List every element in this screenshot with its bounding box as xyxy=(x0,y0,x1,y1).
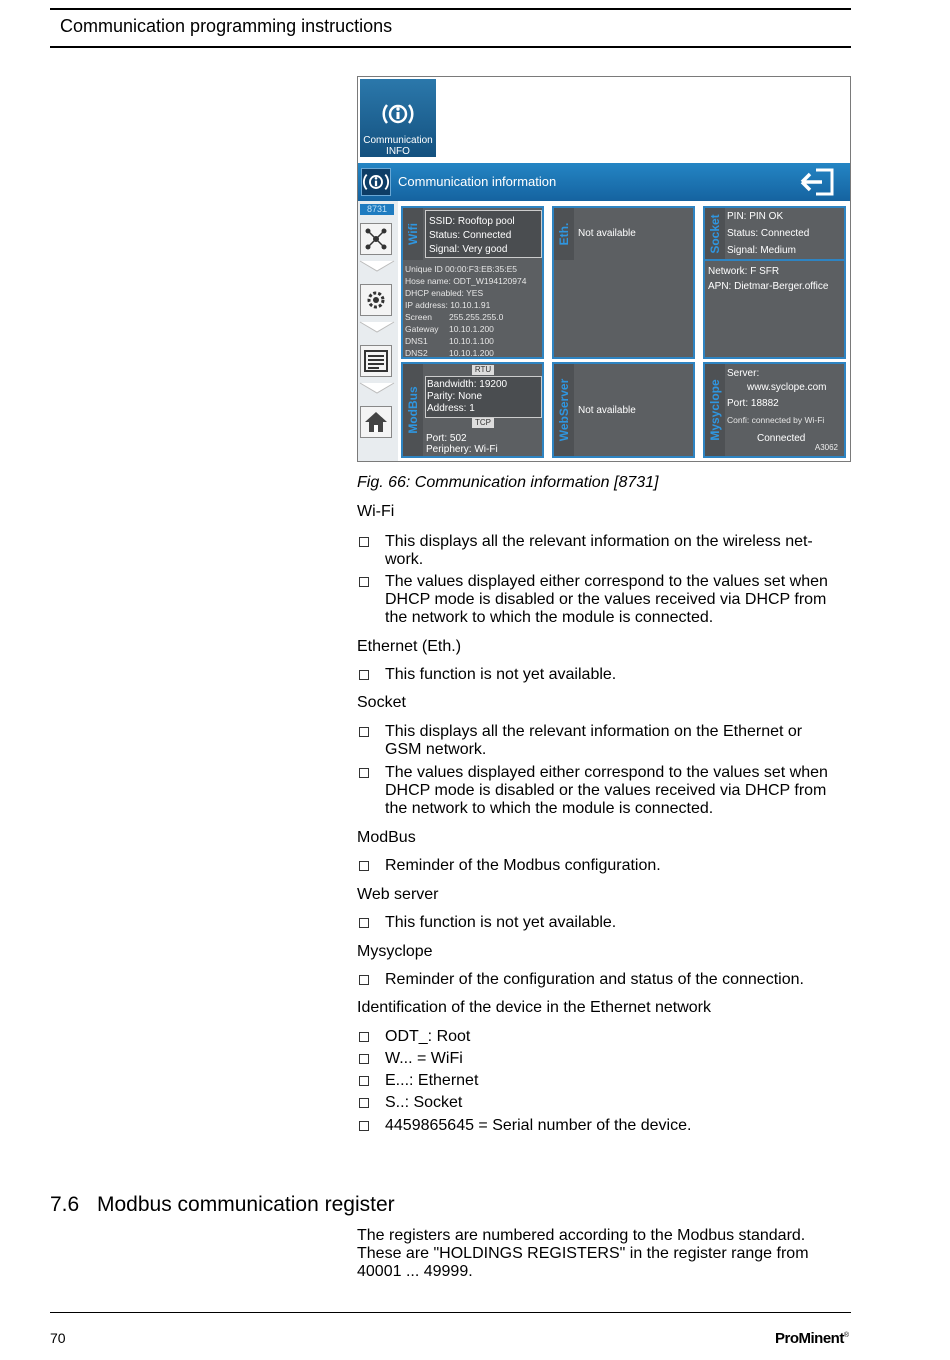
webserver-label: WebServer xyxy=(554,364,574,456)
communication-info-figure xyxy=(357,76,851,462)
chevron-down-icon xyxy=(358,259,396,273)
modbus-periphery: Periphery: Wi-Fi xyxy=(426,444,498,455)
socket-panel xyxy=(703,206,846,359)
home-button[interactable] xyxy=(360,406,392,438)
socket-divider xyxy=(705,259,844,261)
mysyclope-status: Connected xyxy=(757,433,806,444)
gear-icon xyxy=(361,285,391,315)
wifi-panel xyxy=(401,206,544,359)
heading-socket: Socket xyxy=(357,694,406,711)
modbus-label: ModBus xyxy=(403,364,423,456)
heading-identification: Identification of the device in the Ethernet network xyxy=(357,999,711,1016)
mysyclope-port: Port: 18882 xyxy=(727,398,779,409)
socket-label: Socket xyxy=(705,208,725,260)
screen-titlebar xyxy=(358,163,850,201)
section-body-line: These are "HOLDINGS REGISTERS" in the register range from xyxy=(357,1245,809,1262)
menu-list-button[interactable] xyxy=(360,345,392,377)
modbus-port: Port: 502 xyxy=(426,433,467,444)
socket-pin: PIN: PIN OK xyxy=(727,211,784,222)
eth-label: Eth. xyxy=(554,208,574,260)
section-heading xyxy=(50,1193,395,1217)
chevron-down-icon xyxy=(358,320,396,334)
screen-number-tag: 8731 xyxy=(360,204,394,215)
chevron-down-icon xyxy=(358,381,396,395)
running-header: Communication programming instructions xyxy=(60,16,393,36)
modbus-rtu-box xyxy=(425,376,542,418)
wifi-net-key: DNS1 xyxy=(405,336,428,346)
wifi-unique-id: Unique ID 00:00:F3:EB:35:E5 xyxy=(405,264,517,274)
wifi-ssid: SSID: Rooftop pool xyxy=(429,216,515,227)
modbus-panel xyxy=(401,362,544,458)
footer-rule xyxy=(50,1312,851,1313)
webserver-panel xyxy=(552,362,695,458)
brand-logo: ProMinent® xyxy=(775,1330,849,1347)
communication-info-tile xyxy=(360,79,436,157)
section-number: 7.6 xyxy=(50,1193,80,1216)
info-wireless-icon xyxy=(361,168,391,196)
header-rule-top xyxy=(50,8,851,10)
heading-webserver: Web server xyxy=(357,886,439,903)
tile-label-1: Communication xyxy=(363,135,433,146)
wifi-dhcp: DHCP enabled: YES xyxy=(405,288,484,298)
heading-modbus: ModBus xyxy=(357,829,416,846)
header-rule-bottom xyxy=(50,46,851,48)
list-menu-icon xyxy=(361,346,391,376)
figure-caption: Fig. 66: Communication information [8731] xyxy=(357,474,659,491)
info-wireless-icon xyxy=(381,97,415,131)
network-menu-button[interactable] xyxy=(360,223,392,255)
image-id: A3062 xyxy=(814,443,838,452)
network-nodes-icon xyxy=(361,224,391,254)
wifi-net-value: 10.10.1.100 xyxy=(449,336,494,346)
wifi-net-key: Screen xyxy=(405,312,432,322)
wifi-net-key: DNS2 xyxy=(405,348,428,358)
home-icon xyxy=(361,407,391,437)
mysyclope-config: Confi: connected by Wi-Fi xyxy=(727,415,825,425)
socket-status: Status: Connected xyxy=(727,228,810,239)
socket-apn: APN: Dietmar-Berger.office xyxy=(708,281,829,292)
wifi-net-value: 10.10.1.200 xyxy=(449,348,494,358)
section-title: Modbus communication register xyxy=(97,1193,395,1216)
settings-menu-button[interactable] xyxy=(360,284,392,316)
wifi-net-value: 255.255.255.0 xyxy=(449,312,504,322)
wifi-signal: Signal: Very good xyxy=(429,244,508,255)
eth-panel xyxy=(552,206,695,359)
socket-signal: Signal: Medium xyxy=(727,245,796,256)
socket-network: Network: F SFR xyxy=(708,266,780,277)
heading-wifi: Wi-Fi xyxy=(357,503,395,520)
screen-content xyxy=(358,201,850,462)
heading-ethernet: Ethernet (Eth.) xyxy=(357,638,462,655)
tile-label-2: INFO xyxy=(386,146,410,157)
mysyclope-server: www.syclope.com xyxy=(747,382,827,393)
wifi-net-key: Gateway xyxy=(405,324,439,334)
mysyclope-server-label: Server: xyxy=(727,368,760,379)
mysyclope-panel xyxy=(703,362,846,458)
rtu-tag: RTU xyxy=(472,365,494,375)
modbus-address: Address: 1 xyxy=(427,403,475,414)
modbus-bandwidth: Bandwidth: 19200 xyxy=(427,379,508,390)
eth-status: Not available xyxy=(578,228,636,239)
screen-title: Communication information xyxy=(398,174,557,189)
page-number: 70 xyxy=(50,1330,66,1346)
mysyclope-label: Mysyclope xyxy=(705,364,725,456)
section-body-line: The registers are numbered according to the Modbus standard. xyxy=(357,1227,806,1244)
exit-icon[interactable] xyxy=(798,167,836,197)
wifi-host-name: Hose name: ODT_W194120974 xyxy=(405,276,527,286)
wifi-status: Status: Connected xyxy=(429,230,512,241)
wifi-net-value: 10.10.1.200 xyxy=(449,324,494,334)
webserver-status: Not available xyxy=(578,405,636,416)
screen-sidebar xyxy=(358,201,398,462)
heading-mysyclope: Mysyclope xyxy=(357,943,433,960)
modbus-parity: Parity: None xyxy=(427,391,483,402)
wifi-status-box xyxy=(425,210,542,258)
wifi-label: Wifi xyxy=(403,208,423,260)
tcp-tag: TCP xyxy=(472,418,494,428)
wifi-ip: IP address: 10.10.1.91 xyxy=(405,300,491,310)
section-body-line: 40001 ... 49999. xyxy=(357,1263,473,1280)
